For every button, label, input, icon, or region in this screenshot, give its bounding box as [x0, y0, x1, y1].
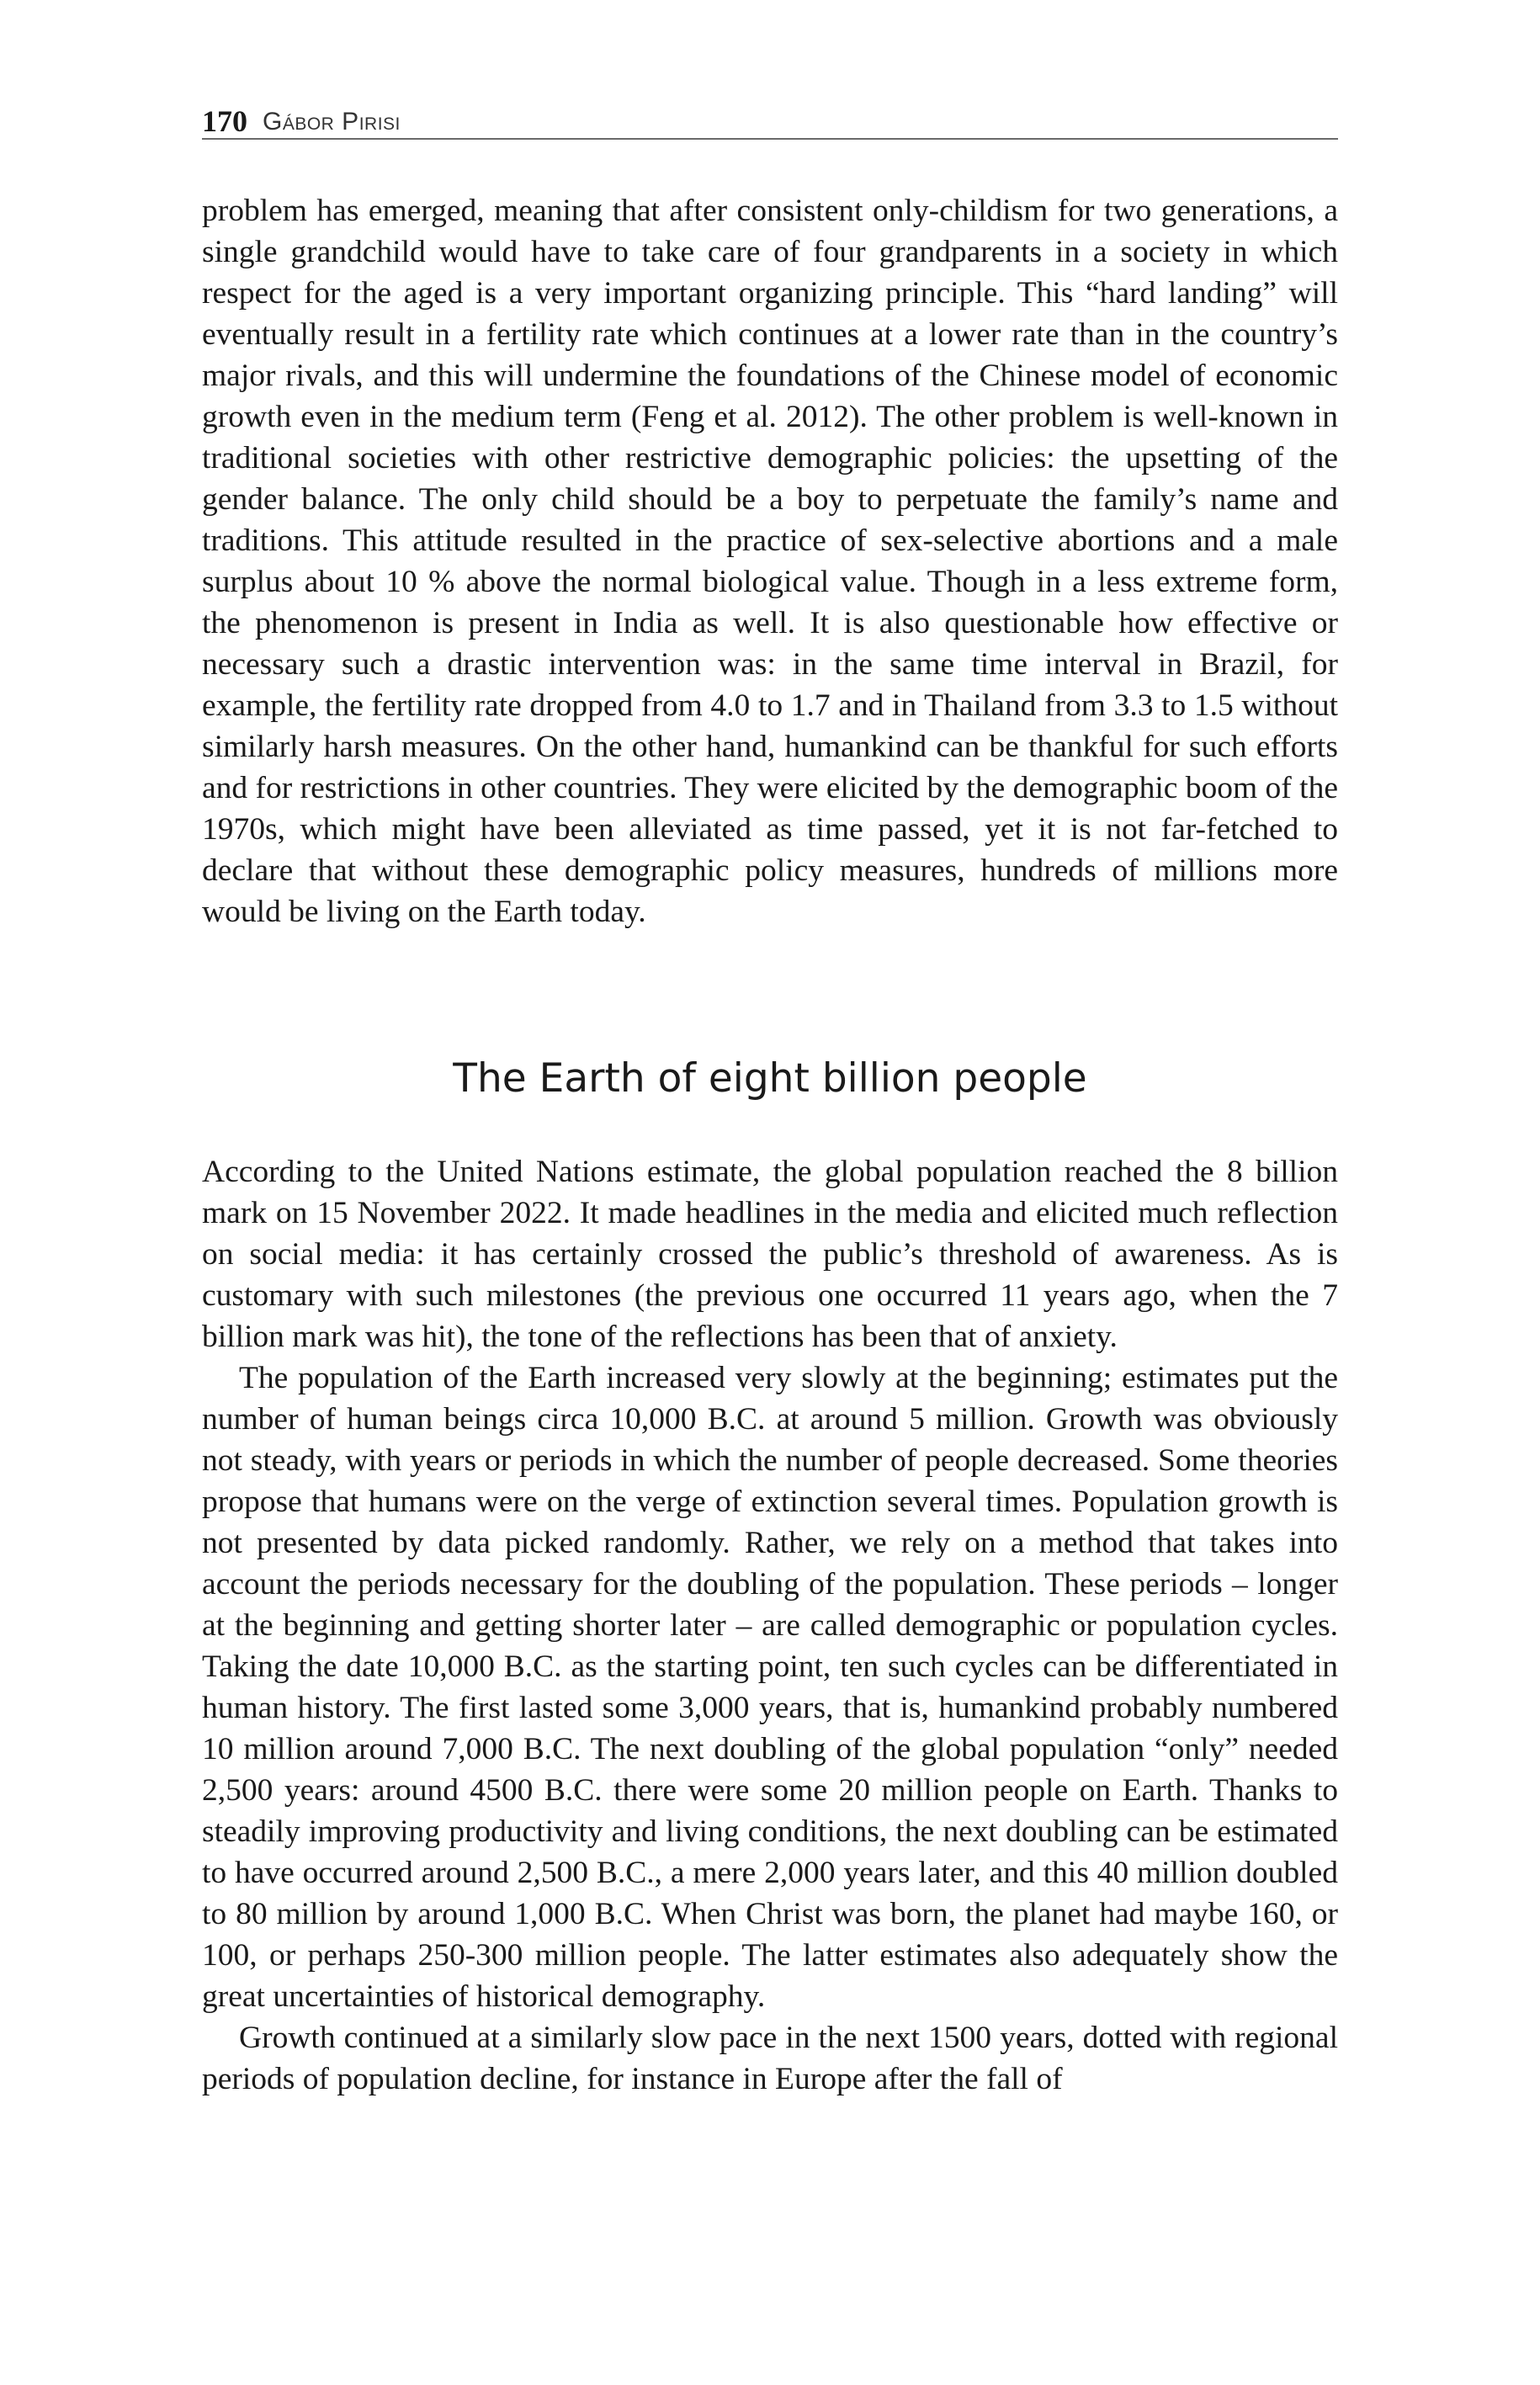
paragraph-continued: problem has emerged, meaning that after consistent only-childism for two generations, a single grandchild would have to take care of four grandparents in a society in which respect for the aged is a very important organizing principle. This “hard landing” will eventually result in a fertility rate which continues at a lower rate than in the country’s major rivals, and this will undermine the foundations of the Chinese model of economic growth even in the medium term (Feng et al. 2012). The other problem is well-known in traditional societies with other restrictive demographic policies: the upsetting of the gender balance. The only child should be a boy to perpetuate the family’s name and traditions. This attitude resulted in the practice of sex-selective abortions and a male surplus about 10 % above the normal biological value. Though in a less extreme form, the phenomenon is present in India as well. It is also questionable how effective or necessary such a drastic intervention was: in the same time interval in Brazil, for example, the fertility rate dropped from 4.0 to 1.7 and in Thailand from 3.3 to 1.5 without similarly harsh measures. On the other hand, humankind can be thankful for such efforts and for restrictions in other countries. They were elicited by the demographic boom of the 1970s, which might have been alleviated as time passed, yet it is not far-fetched to declare that without these demographic policy measures, hundreds of millions more would be living on the Earth today.	[202, 194, 1338, 929]
page-number: 170	[202, 104, 247, 138]
section-heading: The Earth of eight billion people	[453, 1055, 1087, 1102]
paragraph-2: The population of the Earth increased very slowly at the beginning; estimates put the number of human beings circa 10,000 B.C. at around 5 million. Growth was obviously not steady, with years or periods in which the number of people decreased. Some theories propose that humans were on the verge of extinction several times. Population growth is not presented by data picked randomly. Rather, we rely on a method that takes into account the periods necessary for the doubling of the population. These periods – longer at the beginning and getting shorter later – are called demographic or population cycles. Taking the date 10,000 B.C. as the starting point, ten such cycles can be differentiated in human history. The first lasted some 3,000 years, that is, humankind probably numbered 10 million around 7,000 B.C. The next doubling of the global population “only” needed 2,500 years: around 4500 B.C. there were some 20 million people on Earth. Thanks to steadily improving productivity and living conditions, the next doubling can be estimated to have occurred around 2,500 B.C., a mere 2,000 years later, and this 40 million doubled to 80 million by around 1,000 B.C. When Christ was born, the planet had maybe 160, or 100, or perhaps 250-300 million people. The latter estimates also adequately show the great uncertainties of historical demography.	[202, 1361, 1338, 2014]
paragraph-3: Growth continued at a similarly slow pace in the next 1500 years, dotted with regional periods of population decline, for instance in Europe after the fall of	[202, 2021, 1338, 2096]
paragraph-1: According to the United Nations estimate, the global population reached the 8 billion mark on 15 November 2022. It made headlines in the media and elicited much reflection on social media: it has certainly crossed the public’s threshold of awareness. As is customary with such milestones (the previous one occurred 11 years ago, when the 7 billion mark was hit), the tone of the reflections has been that of anxiety.	[202, 1155, 1338, 1354]
running-header	[202, 103, 1338, 140]
body-text-top	[202, 190, 1338, 932]
body-text-section	[202, 1151, 1338, 2100]
running-head-author: Gábor Pirisi	[263, 108, 401, 135]
